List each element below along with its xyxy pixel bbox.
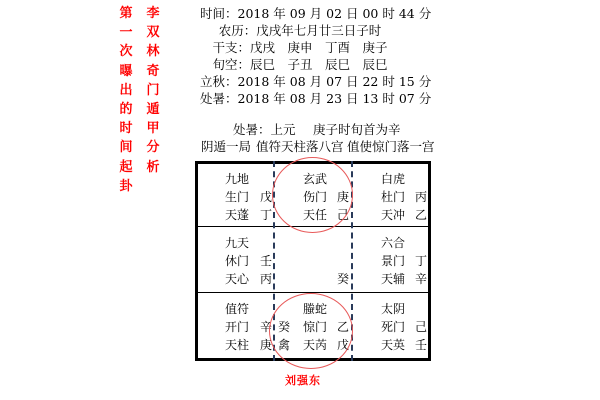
palace-3 bbox=[198, 228, 273, 292]
door-stem: 丁 bbox=[415, 254, 428, 268]
vertical-title-analysis bbox=[145, 4, 161, 177]
star-stem: 壬 bbox=[415, 338, 428, 352]
title-char: 次 bbox=[119, 44, 133, 60]
palace-4 bbox=[198, 164, 273, 226]
door: 休门 bbox=[225, 254, 250, 268]
title-char: 门 bbox=[146, 82, 160, 98]
palace-2 bbox=[353, 164, 428, 226]
god: 九天 bbox=[225, 236, 250, 250]
god: 九地 bbox=[225, 172, 250, 186]
xunkong-line: 旬空：辰巳 子丑 辰巳 辰巳 bbox=[212, 57, 388, 72]
door-stem: 乙 bbox=[337, 320, 350, 334]
door-stem: 庚 bbox=[337, 190, 350, 204]
title-char: 析 bbox=[146, 159, 160, 175]
star-stem: 庚 bbox=[260, 338, 273, 352]
god: 六合 bbox=[381, 236, 406, 250]
zhishi-label: 值使惊门落一宫 bbox=[347, 139, 435, 154]
chushu-line: 处暑：2018 年 08 月 23 日 13 时 07 分 bbox=[200, 91, 432, 106]
door-stem: 戊 bbox=[260, 190, 273, 204]
star: 天辅 bbox=[381, 272, 406, 286]
star-stem: 辛 bbox=[415, 272, 428, 286]
palace-8 bbox=[198, 294, 273, 358]
title-char: 遁 bbox=[146, 101, 160, 117]
title-char: 的 bbox=[119, 101, 133, 117]
title-char: 起 bbox=[119, 159, 133, 175]
star: 天冲 bbox=[381, 208, 406, 222]
title-char: 奇 bbox=[146, 63, 160, 79]
title-char: 一 bbox=[119, 25, 133, 41]
door-stem: 己 bbox=[415, 320, 428, 334]
title-char: 林 bbox=[146, 44, 160, 60]
door: 伤门 bbox=[303, 190, 328, 204]
star: 天蓬 bbox=[225, 208, 250, 222]
door-stem: 壬 bbox=[260, 254, 273, 268]
god: 太阴 bbox=[381, 302, 406, 316]
author-signature: 刘强东 bbox=[285, 374, 321, 387]
star-stem: 丁 bbox=[260, 208, 273, 222]
god: 值符 bbox=[225, 302, 250, 316]
god: 玄武 bbox=[303, 172, 328, 186]
title-char: 出 bbox=[119, 82, 133, 98]
title-char: 第 bbox=[119, 6, 133, 21]
door: 杜门 bbox=[381, 190, 406, 204]
palace-6 bbox=[353, 294, 428, 358]
star: 天任 bbox=[303, 208, 328, 222]
vertical-title-first-exposure bbox=[118, 4, 134, 196]
star: 天英 bbox=[381, 338, 406, 352]
extra-star: 禽 bbox=[278, 338, 291, 352]
star: 天柱 bbox=[225, 338, 250, 352]
door-stem: 丙 bbox=[415, 190, 428, 204]
god: 白虎 bbox=[381, 172, 406, 186]
extra-stem: 癸 bbox=[278, 320, 291, 334]
ganzhi-line: 干支：戊戌 庚申 丁酉 庚子 bbox=[212, 40, 388, 55]
highlight-circle-top bbox=[272, 157, 353, 233]
door: 死门 bbox=[381, 320, 406, 334]
ju-label: 阴遁一局 bbox=[201, 139, 252, 154]
title-char: 曝 bbox=[119, 63, 133, 79]
star-stem: 乙 bbox=[415, 208, 428, 222]
door: 开门 bbox=[225, 320, 250, 334]
lunar-line: 农历：戊戌年七月廿三日子时 bbox=[218, 23, 382, 38]
xunshou-label: 庚子时旬首为辛 bbox=[313, 122, 401, 137]
yuan-label: 处暑：上元 bbox=[233, 122, 296, 137]
star-stem: 丙 bbox=[260, 272, 273, 286]
time-line: 时间：2018 年 09 月 02 日 00 时 44 分 bbox=[200, 6, 432, 21]
title-char: 时 bbox=[119, 121, 133, 137]
star-stem: 癸 bbox=[337, 272, 350, 286]
god: 螣蛇 bbox=[303, 302, 328, 316]
star-stem: 戊 bbox=[337, 338, 350, 352]
title-char: 间 bbox=[119, 140, 133, 156]
title-char: 双 bbox=[146, 25, 160, 41]
palace-7 bbox=[353, 228, 428, 292]
door-stem: 辛 bbox=[260, 320, 273, 334]
title-char: 李 bbox=[146, 6, 160, 21]
zhifu-label: 值符天柱落八宫 bbox=[256, 139, 344, 154]
liqiu-line: 立秋：2018 年 08 月 07 日 22 时 15 分 bbox=[200, 74, 432, 89]
title-char: 分 bbox=[146, 140, 160, 156]
star: 天芮 bbox=[303, 338, 328, 352]
door: 景门 bbox=[381, 254, 406, 268]
palace-5-center bbox=[275, 228, 351, 292]
star-stem: 己 bbox=[337, 208, 350, 222]
door: 生门 bbox=[225, 190, 250, 204]
star: 天心 bbox=[225, 272, 250, 286]
title-char: 卦 bbox=[119, 178, 133, 194]
title-char: 甲 bbox=[146, 121, 160, 137]
door: 惊门 bbox=[303, 320, 328, 334]
highlight-circle-bottom bbox=[269, 293, 353, 369]
